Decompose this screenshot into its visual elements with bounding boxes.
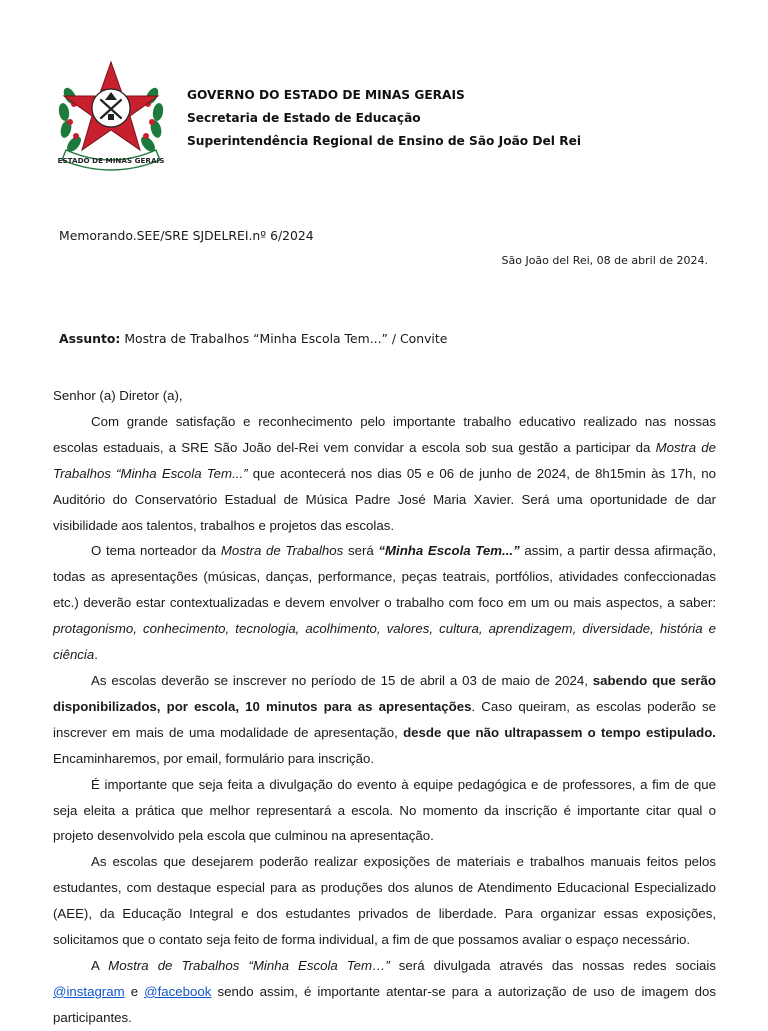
p1-text: Com grande satisfação e reconhecimento pelo importante trabalho educativo realizado nas nossas escolas estaduais, a SRE São João del-Rei vem convidar a escola sob sua gestão a participar da <box>53 413 716 455</box>
p6-text-2: será divulgada através das nossas redes sociais <box>389 957 716 973</box>
paragraph-social-media <box>53 953 716 1031</box>
p2-text: O tema norteador da <box>91 543 221 559</box>
p3-text: As escolas deverão se inscrever no período de 15 de abril a 03 de maio de 2024, <box>91 672 593 688</box>
p2-event-name: Mostra de Trabalhos <box>220 543 344 559</box>
subject-line <box>59 331 447 346</box>
p3-text-end: Encaminharemos, por email, formulário para inscrição. <box>53 750 375 766</box>
paragraph-dissemination: É importante que seja feita a divulgação do evento à equipe pedagógica e de professores, a fim de que seja eleita a prática que melhor representará a escola. No momento da inscrição é importante citar qual o projeto desenvolvido pela escola que culminou na apresentação. <box>53 776 716 844</box>
state-coat-of-arms <box>52 56 170 178</box>
p3-time-notice: sabendo que serão disponibilizados, por escola, 10 minutos para as apresentações <box>53 672 716 714</box>
salutation: Senhor (a) Diretor (a), <box>53 388 183 403</box>
memo-number: Memorando.SEE/SRE SJDELREI.nº 6/2024 <box>59 228 314 243</box>
paragraph-theme <box>53 538 716 668</box>
letter-date: São João del Rei, 08 de abril de 2024. <box>501 254 708 267</box>
instagram-link[interactable]: @instagram <box>53 983 125 999</box>
coat-of-arms-icon <box>52 56 170 178</box>
p6-text-end: sendo assim, é importante atentar-se para a autorização de uso de imagem dos participantes. <box>53 983 716 1025</box>
letter-body <box>53 383 716 1031</box>
p1-text-end: que acontecerá nos dias 05 e 06 de junho de 2024, de 8h15min às 17h, no Auditório do Conservatório Estadual de Música Padre José Maria Xavier. Será uma oportunidade de dar visibilidade aos talentos, trabalhos e projetos das escolas. <box>53 465 717 533</box>
p2-text-2: será <box>343 543 379 559</box>
secretariat-name: Secretaria de Estado de Educação <box>187 111 421 125</box>
paragraph-invitation <box>53 409 716 539</box>
superintendence-name: Superintendência Regional de Ensino de São João Del Rei <box>187 134 582 148</box>
p1-event-name: Mostra de Trabalhos “Minha Escola Tem...” <box>53 439 716 481</box>
p6-text: A <box>91 957 109 973</box>
letterhead <box>187 84 581 153</box>
paragraph-exhibitions: As escolas que desejarem poderão realizar exposições de materiais e trabalhos manuais feitos pelos estudantes, com destaque especial para as produções dos alunos de Atendimento Educacional Especializado (AEE), da Educação Integral e dos estudantes privados de liberdade. Para organizar essas exposições, solicitamos que o contato seja feito de forma individual, a fim de que possamos avaliar o espaço necessário. <box>53 854 716 948</box>
facebook-link[interactable]: @facebook <box>144 983 212 999</box>
seal-banner-text: ESTADO DE MINAS GERAIS <box>57 156 165 165</box>
government-name: GOVERNO DO ESTADO DE MINAS GERAIS <box>187 88 465 102</box>
paragraph-registration <box>53 668 716 772</box>
p2-theme: “Minha Escola Tem...” <box>378 543 520 559</box>
p2-aspects: protagonismo, conhecimento, tecnologia, acolhimento, valores, cultura, aprendizagem, diversidade, história e ciência <box>53 621 716 663</box>
p6-text-3: e <box>124 983 145 999</box>
p6-event-name: Mostra de Trabalhos “Minha Escola Tem…” <box>108 957 390 973</box>
subject-label: Assunto: <box>59 331 121 346</box>
p3-text-2: . Caso queiram, as escolas poderão se inscrever em mais de uma modalidade de apresentação, <box>53 698 716 740</box>
p2-text-3: assim, a partir dessa afirmação, todas as apresentações (músicas, danças, performance, peças teatrais, portfólios, atividades confeccionadas etc.) deverão estar contextualizadas e devem envolver o trabalho com foco em um ou mais aspectos, a saber: <box>53 543 717 611</box>
p2-text-end: . <box>94 647 98 663</box>
subject-text: Mostra de Trabalhos “Minha Escola Tem...” / Convite <box>120 331 448 346</box>
p3-limit-notice: desde que não ultrapassem o tempo estipulado. <box>403 724 716 740</box>
